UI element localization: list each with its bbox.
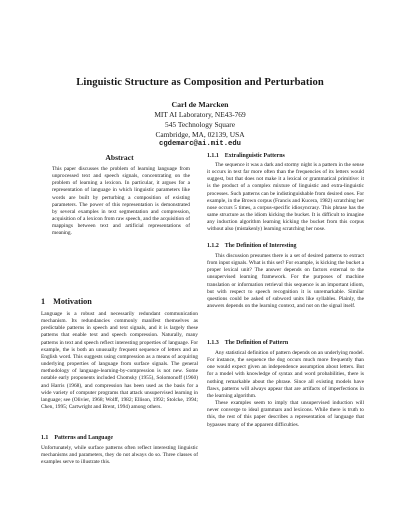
- author-name: Carl de Marcken: [171, 100, 229, 109]
- section-1-1-1-number: 1.1.1: [207, 153, 219, 159]
- section-1-number: 1: [41, 297, 46, 306]
- paper-title: Linguistic Structure as Composition and Perturbation: [76, 77, 324, 88]
- abstract-text: This paper discusses the problem of learning language from unprocessed text and speech signals, concentrating on the problem of learning a lexicon. In particular, it argues for a representation of language in which linguistic parameters like words are built by perturbing a composition of existing parameters. The power of this representation is demonstrated by several examples in text segmentation and compression, acquisition of a lexicon from raw speech, and the acquisition of mappings between text and artificial representations of meaning.: [52, 166, 190, 237]
- section-1-1-3-body: [207, 350, 364, 468]
- section-1-1-heading: [41, 435, 113, 441]
- section-1-1-2-heading: [207, 243, 297, 249]
- author-email: cgdemarc@ai.mit.edu: [159, 140, 241, 148]
- section-1-1-3-paragraph-1: Any statistical definition of pattern depends on an underlying model. For instance, the sequence the dog occurs much more frequently than one would expect given an independence assumption about letters. But for a model with knowledge of syntax and word probabilities, there is nothing remarkable about the phrase. Since all existing models have flaws, patterns will always appear that are artifacts of imperfections in the learning algorithm.: [207, 350, 364, 399]
- section-1-1-2-number: 1.1.2: [207, 243, 219, 249]
- author-address: 545 Technology Square: [165, 120, 235, 129]
- section-1-1-3-heading: [207, 340, 288, 346]
- section-1-1-1-text: The sequence it was a dark and stormy night is a pattern in the sense it occurs in text far more often than the frequencies of its letters would suggest, but that does not make it a lexical or grammatical primitive: it is the product of a complex mixture of linguistic and extra-linguistic processes. Such patterns can be indistinguishable from desired ones. For example, in the Brown corpus (Francis and Kucera, 1982) scratching her nose occurs 5 times, a corpus-specific idiosyncrasy. This phrase has the same structure as the idiom kicking the bucket. It is difficult to imagine any induction algorithm learning kicking the bucket from this corpus without also (mistakenly) learning scratching her nose.: [207, 162, 364, 233]
- section-1-1-2-title: The Definition of Interesting: [224, 243, 297, 249]
- section-1-1-1-title: Extralinguistic Patterns: [224, 153, 285, 159]
- author-affiliation: MIT AI Laboratory, NE43-769: [154, 110, 246, 119]
- section-1-title: Motivation: [53, 297, 92, 306]
- author-city: Cambridge, MA, 02139, USA: [155, 130, 245, 139]
- section-1-text: Language is a robust and necessarily redundant communication mechanism. Its redundancies commonly manifest themselves as predictable patterns in speech and text signals, and it is largely these patterns that enable text and speech compression. Naturally, many patterns in text and speech reflect interesting properties of language. For example, the is both an unusually frequent sequence of letters and an English word. This suggests using compression as a means of acquiring underlying properties of language from surface signals. The general methodology of language-learning-by-compression is not new. Some notable early proponents included Chomsky (1955), Solomonoff (1960) and Harris (1968), and compression has been used as the basis for a wide variety of computer programs that attack unsupervised learning in language; see (Olivier, 1968; Wolff, 1982; Ellison, 1992; Stolcke, 1994; Chen, 1995; Cartwright and Brent, 1994) among others.: [41, 311, 198, 411]
- abstract-heading: Abstract: [105, 153, 134, 162]
- section-1-heading: [41, 297, 92, 306]
- section-1-1-title: Patterns and Language: [54, 435, 113, 441]
- section-1-1-2-text: This discussion presumes there is a set of desired patterns to extract from input signals. What is this set? For example, is kicking the bucket a proper lexical unit? The answer depends on factors external to the unsupervised learning framework. For the purposes of machine translation or information retrieval this sequence is an important idiom, but with respect to speech recognition it is unremarkable. Similar questions could be asked of subword units like syllables. Plainly, the answers depends on the learning context, and not on the signal itself.: [207, 253, 364, 310]
- section-1-1-text: Unfortunately, while surface patterns often reflect interesting linguistic mechanisms and parameters, they do not always do so. Three classes of examples serve to illustrate this.: [41, 445, 198, 466]
- section-1-1-3-paragraph-2: These examples seem to imply that unsupervised induction will never converge to ideal grammars and lexicons. While there is truth to this, the rest of this paper describes a representation of language that bypasses many of the apparent difficulties.: [207, 400, 364, 428]
- section-1-1-1-heading: [207, 153, 285, 159]
- section-1-1-3-title: The Definition of Pattern: [224, 340, 289, 346]
- section-1-1-3-number: 1.1.3: [207, 340, 219, 346]
- section-1-1-number: 1.1: [41, 435, 49, 441]
